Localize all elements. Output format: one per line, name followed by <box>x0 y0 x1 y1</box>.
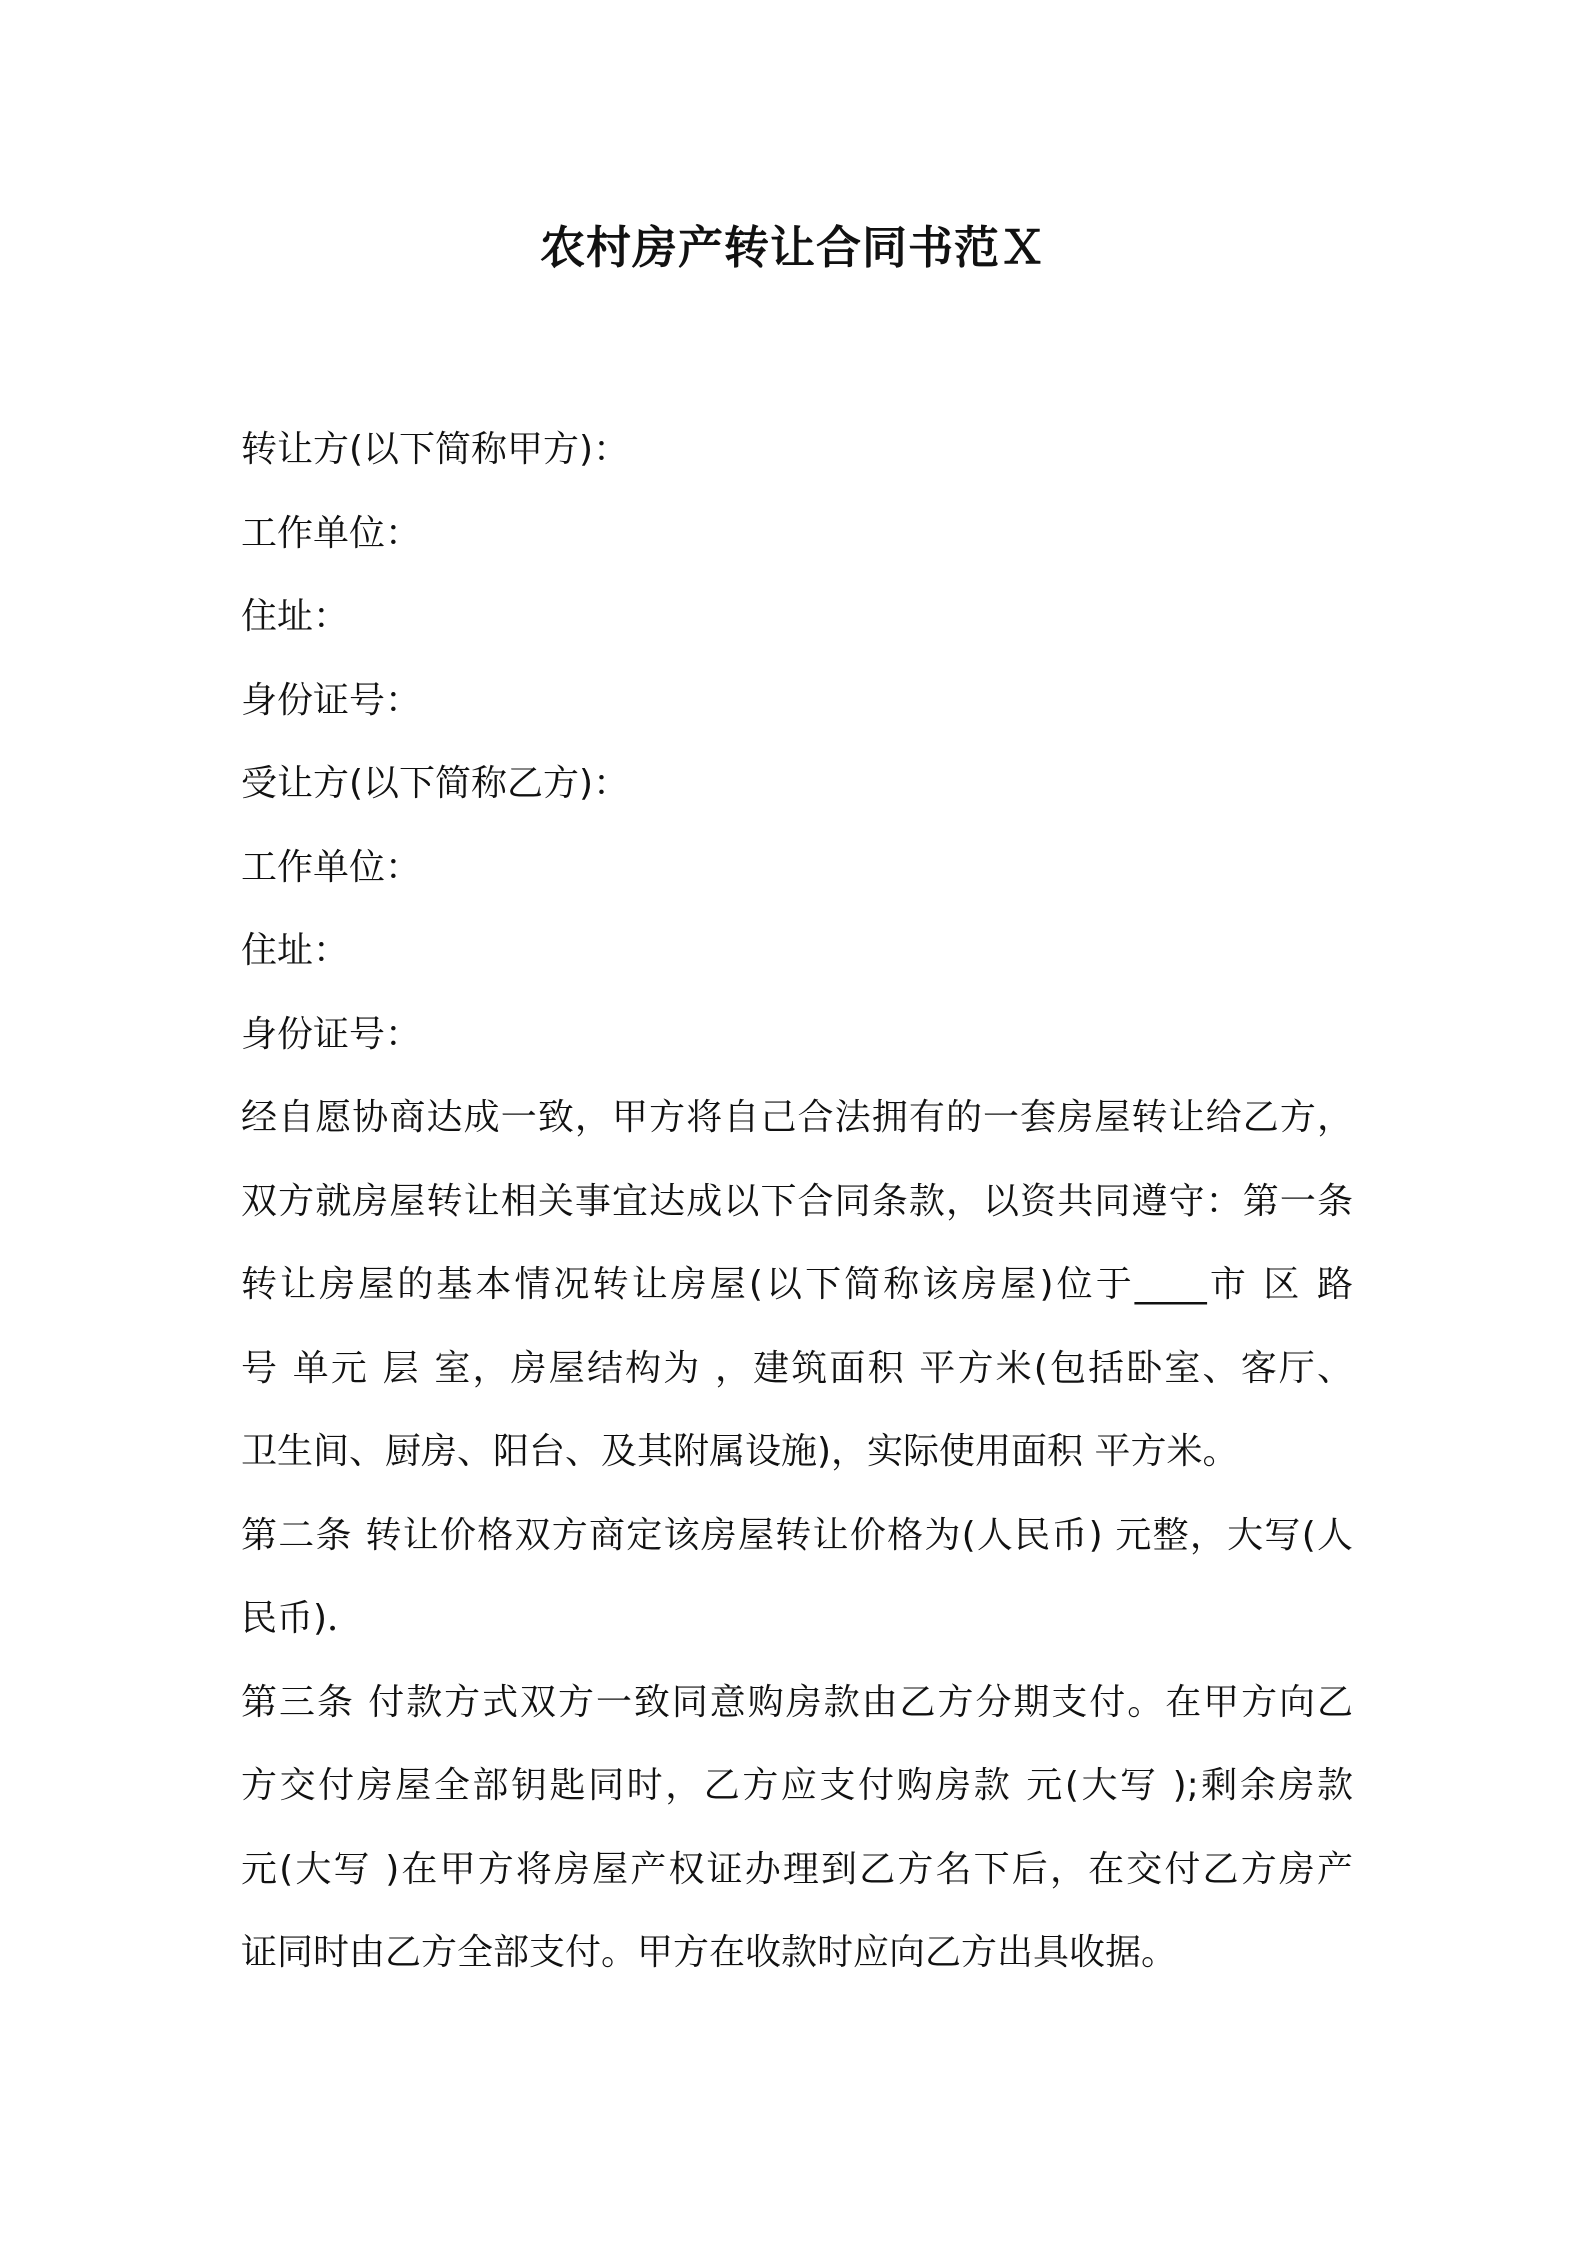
document-title: 农村房产转让合同书范Ｘ <box>539 221 1046 274</box>
party-a-employer-label: 工作单位： <box>241 512 422 554</box>
party-b-label: 受让方(以下简称乙方)： <box>241 763 630 804</box>
party-b-id-label: 身份证号： <box>241 1013 422 1055</box>
party-a-address-label: 住址： <box>241 596 350 637</box>
body-line: 转让房屋的基本情况转让房屋(以下简称该房屋)位于____市 区 路 <box>241 1264 1353 1305</box>
body-line: 经自愿协商达成一致，甲方将自己合法拥有的一套房屋转让给乙方， <box>241 1097 1353 1138</box>
party-b-address-label: 住址： <box>241 930 350 971</box>
article-3-line: 证同时由乙方全部支付。甲方在收款时应向乙方出具收据。 <box>241 1932 1178 1973</box>
party-a-label: 转让方(以下简称甲方)： <box>241 429 630 470</box>
article-2-line: 民币)． <box>241 1598 364 1639</box>
party-b-employer-label: 工作单位： <box>241 846 422 888</box>
article-3-line: 方交付房屋全部钥匙同时，乙方应支付购房款 元(大写 );剩余房款 <box>241 1765 1353 1806</box>
article-3-line: 第三条 付款方式双方一致同意购房款由乙方分期支付。在甲方向乙 <box>241 1681 1353 1723</box>
article-2-line: 第二条 转让价格双方商定该房屋转让价格为(人民币) 元整，大写(人 <box>241 1514 1353 1556</box>
body-line: 号 单元 层 室，房屋结构为 ，建筑面积 平方米(包括卧室、客厅、 <box>241 1347 1353 1389</box>
body-line: 卫生间、厨房、阳台、及其附属设施)，实际使用面积 平方米。 <box>241 1431 1239 1472</box>
party-a-id-label: 身份证号： <box>241 679 422 721</box>
document-body <box>241 408 1353 1995</box>
body-line: 双方就房屋转让相关事宜达成以下合同条款，以资共同遵守：第一条 <box>241 1180 1353 1222</box>
article-3-line: 元(大写 )在甲方将房屋产权证办理到乙方名下后，在交付乙方房产 <box>241 1848 1353 1890</box>
